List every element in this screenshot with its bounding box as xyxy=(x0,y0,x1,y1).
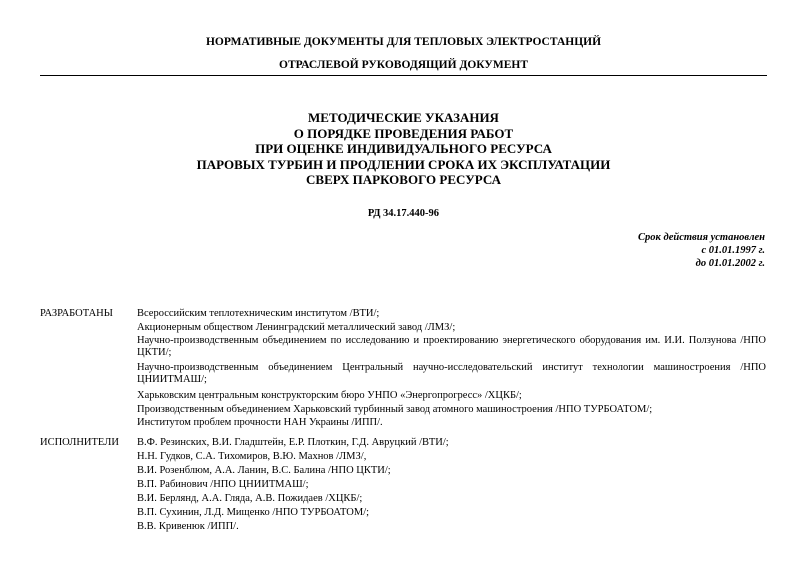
validity-line: Срок действия установлен xyxy=(638,232,765,243)
developed-label: РАЗРАБОТАНЫ xyxy=(40,308,113,319)
developer-item: Производственным объединением Харьковский турбинный завод атомного машиностроения /НПО ТУРБОАТОМ/; xyxy=(137,404,653,415)
executor-item: В.И. Розенблюм, А.А. Ланин, В.С. Балина /НПО ЦКТИ/; xyxy=(137,465,391,476)
developer-item: Акционерным обществом Ленинградский металлический завод /ЛМЗ/; xyxy=(137,322,456,333)
document-title xyxy=(0,110,807,188)
executor-item: Н.Н. Гудков, С.А. Тихомиров, В.Ю. Махнов /ЛМЗ/, xyxy=(137,451,367,462)
title-line: СВЕРХ ПАРКОВОГО РЕСУРСА xyxy=(306,172,501,188)
title-line: ПАРОВЫХ ТУРБИН И ПРОДЛЕНИИ СРОКА ИХ ЭКСПЛУАТАЦИИ xyxy=(196,156,611,172)
executor-item: В.Ф. Резинских, В.И. Гладштейн, Е.Р. Плоткин, Г.Д. Авруцкий /ВТИ/; xyxy=(137,437,449,448)
developer-item: Институтом проблем прочности НАН Украины /ИПП/. xyxy=(137,417,383,428)
title-line: МЕТОДИЧЕСКИЕ УКАЗАНИЯ xyxy=(308,110,499,125)
executor-item: В.В. Кривенюк /ИПП/. xyxy=(137,521,239,532)
developer-item: Научно-производственным объединением Центральный научно-исследовательский институт технологии машиностроения /НПО ЦНИИТМАШ/; xyxy=(137,362,766,385)
executor-item: В.И. Берлянд, А.А. Гляда, А.В. Пожидаев /ХЦКБ/; xyxy=(137,493,363,504)
validity-block xyxy=(638,231,765,271)
developer-item: Харьковским центральным конструкторским бюро УНПО «Энергопрогресс» /ХЦКБ/; xyxy=(137,390,522,401)
document-code: РД 34.17.440-96 xyxy=(367,208,440,219)
validity-line: с 01.01.1997 г. xyxy=(701,245,765,257)
title-line: О ПОРЯДКЕ ПРОВЕДЕНИЯ РАБОТ xyxy=(293,125,514,141)
header-divider xyxy=(40,75,767,76)
title-line: ПРИ ОЦЕНКЕ ИНДИВИДУАЛЬНОГО РЕСУРСА xyxy=(255,141,552,157)
developer-item: Всероссийским теплотехническим институтом /ВТИ/; xyxy=(137,308,380,319)
executor-item: В.П. Рабинович /НПО ЦНИИТМАШ/; xyxy=(137,479,309,490)
header-line-1: НОРМАТИВНЫЕ ДОКУМЕНТЫ ДЛЯ ТЕПЛОВЫХ ЭЛЕКТРОСТАНЦИЙ xyxy=(205,36,602,48)
header-line-2: ОТРАСЛЕВОЙ РУКОВОДЯЩИЙ ДОКУМЕНТ xyxy=(279,59,528,71)
developer-item: Научно-производственным объединением по исследованию и проектированию энергетического оборудования им. И.И. Ползунова /НПО ЦКТИ/; xyxy=(137,335,766,358)
validity-line: до 01.01.2002 г. xyxy=(695,258,765,270)
executor-item: В.П. Сухинин, Л.Д. Мищенко /НПО ТУРБОАТОМ/; xyxy=(137,507,370,518)
executors-label: ИСПОЛНИТЕЛИ xyxy=(40,437,119,448)
